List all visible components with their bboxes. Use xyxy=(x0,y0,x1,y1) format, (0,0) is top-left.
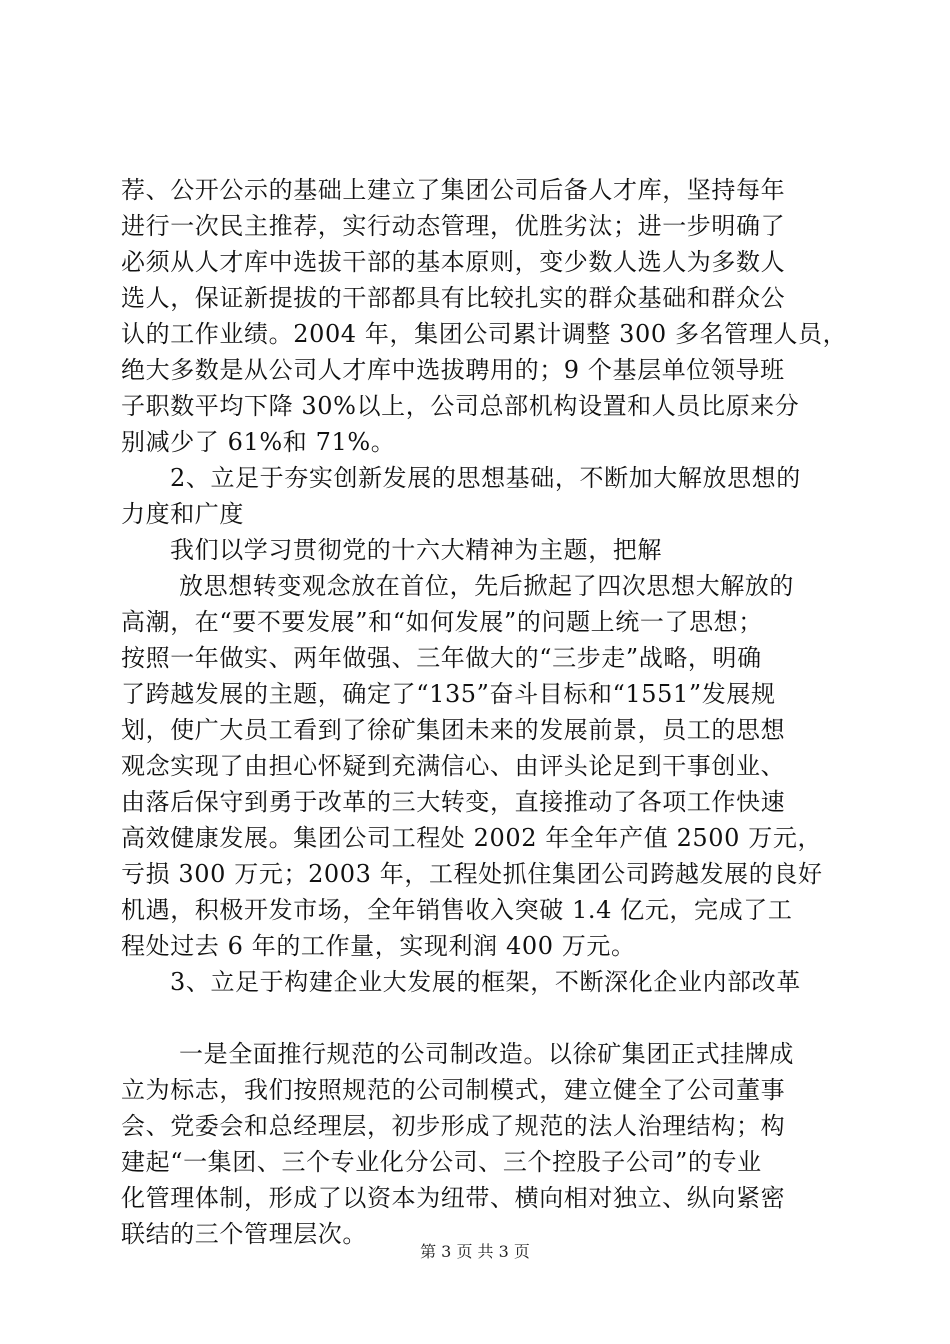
text-line: 观念实现了由担心怀疑到充满信心、由评头论足到干事创业、 xyxy=(121,752,786,780)
section-heading-3: 3、立足于构建企业大发展的框架，不断深化企业内部改革 xyxy=(170,968,801,996)
section-heading-2: 2、立足于夯实创新发展的思想基础，不断加大解放思想的 xyxy=(170,464,801,492)
text-line: 机遇，积极开发市场，全年销售收入突破 1.4 亿元，完成了工 xyxy=(121,896,793,924)
text-line: 亏损 300 万元；2003 年，工程处抓住集团公司跨越发展的良好 xyxy=(121,860,823,888)
text-line: 联结的三个管理层次。 xyxy=(121,1220,367,1248)
page-footer: 第 3 页 共 3 页 xyxy=(420,1242,530,1261)
text-line: 了跨越发展的主题，确定了“135”奋斗目标和“1551”发展规 xyxy=(121,680,776,708)
text-line: 高潮，在“要不要发展”和“如何发展”的问题上统一了思想； xyxy=(121,608,763,636)
text-line: 绝大多数是从公司人才库中选拔聘用的；9 个基层单位领导班 xyxy=(121,356,785,384)
text-line: 划，使广大员工看到了徐矿集团未来的发展前景，员工的思想 xyxy=(121,716,786,744)
text-line: 化管理体制，形成了以资本为纽带、横向相对独立、纵向紧密 xyxy=(121,1184,786,1212)
text-line: 一是全面推行规范的公司制改造。以徐矿集团正式挂牌成 xyxy=(179,1040,794,1068)
text-line: 由落后保守到勇于改革的三大转变，直接推动了各项工作快速 xyxy=(121,788,786,816)
text-line: 会、党委会和总经理层，初步形成了规范的法人治理结构；构 xyxy=(121,1112,786,1140)
text-line: 我们以学习贯彻党的十六大精神为主题，把解 xyxy=(170,536,662,564)
text-line: 荐、公开公示的基础上建立了集团公司后备人才库，坚持每年 xyxy=(121,176,786,204)
text-line: 高效健康发展。集团公司工程处 2002 年全年产值 2500 万元， xyxy=(121,824,823,852)
text-line: 建起“一集团、三个专业化分公司、三个控股子公司”的专业 xyxy=(121,1148,762,1176)
text-line: 进行一次民主推荐，实行动态管理，优胜劣汰；进一步明确了 xyxy=(121,212,786,240)
text-line: 按照一年做实、两年做强、三年做大的“三步走”战略，明确 xyxy=(121,644,762,672)
text-line: 选人，保证新提拔的干部都具有比较扎实的群众基础和群众公 xyxy=(121,284,786,312)
text-line: 子职数平均下降 30%以上，公司总部机构设置和人员比原来分 xyxy=(121,392,800,420)
text-line: 别减少了 61%和 71%。 xyxy=(121,428,396,456)
text-line: 必须从人才库中选拔干部的基本原则，变少数人选人为多数人 xyxy=(121,248,786,276)
text-line: 认的工作业绩。2004 年，集团公司累计调整 300 多名管理人员， xyxy=(121,320,848,348)
text-line: 放思想转变观念放在首位，先后掀起了四次思想大解放的 xyxy=(179,572,794,600)
text-line: 程处过去 6 年的工作量，实现利润 400 万元。 xyxy=(121,932,636,960)
section-heading-2-cont: 力度和广度 xyxy=(121,500,244,528)
text-line: 立为标志，我们按照规范的公司制模式，建立健全了公司董事 xyxy=(121,1076,786,1104)
